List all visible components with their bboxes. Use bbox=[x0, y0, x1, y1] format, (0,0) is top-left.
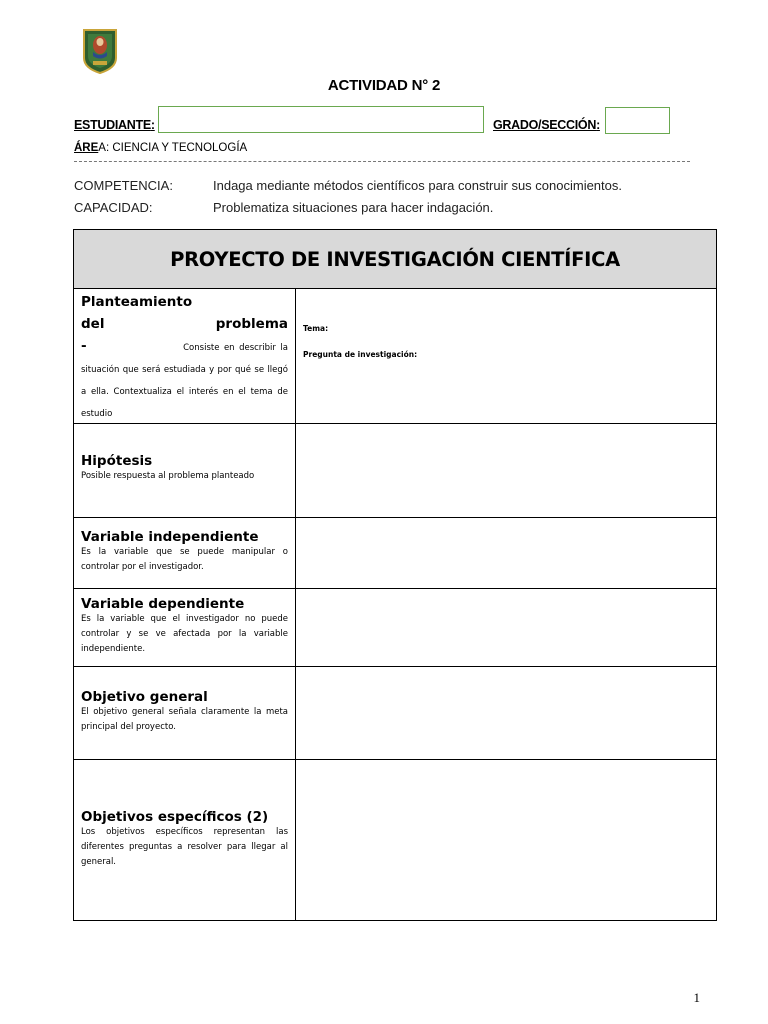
project-title: PROYECTO DE INVESTIGACIÓN CIENTÍFICA bbox=[74, 230, 717, 289]
competencia-label: COMPETENCIA: bbox=[74, 178, 173, 193]
row-heading: Variable dependiente bbox=[81, 596, 245, 612]
row-label-variable-dependiente bbox=[74, 589, 296, 667]
activity-title: ACTIVIDAD N° 2 bbox=[327, 77, 441, 94]
row-heading: Objetivos específicos (2) bbox=[81, 809, 269, 825]
tema-label: Tema: bbox=[303, 324, 329, 333]
row-description: Es la variable que el investigador no puede controlar y se ve afectada por la variable independiente. bbox=[81, 614, 288, 654]
divider bbox=[74, 161, 690, 162]
row-heading: Planteamiento del problema - bbox=[81, 294, 288, 354]
table-row bbox=[74, 518, 717, 589]
area-value: A: CIENCIA Y TECNOLOGÍA bbox=[98, 142, 248, 154]
page-number: 1 bbox=[693, 990, 700, 1005]
school-crest-logo bbox=[82, 28, 118, 74]
table-row bbox=[74, 760, 717, 921]
row-label-variable-independiente bbox=[74, 518, 296, 589]
row-field-objetivo-general[interactable] bbox=[296, 667, 717, 760]
table-row bbox=[74, 589, 717, 667]
row-field-objetivos-especificos[interactable] bbox=[296, 760, 717, 921]
row-description: El objetivo general señala claramente la meta principal del proyecto. bbox=[81, 707, 288, 732]
capacidad-value: Problematiza situaciones para hacer indagación. bbox=[213, 200, 494, 215]
row-field-variable-dependiente[interactable] bbox=[296, 589, 717, 667]
student-label: ESTUDIANTE: bbox=[74, 118, 155, 132]
row-label-objetivo-general bbox=[74, 667, 296, 760]
row-label-hipotesis bbox=[74, 424, 296, 518]
row-description: Es la variable que se puede manipular o controlar por el investigador. bbox=[81, 547, 288, 572]
table-row bbox=[74, 424, 717, 518]
row-description: Posible respuesta al problema planteado bbox=[81, 471, 255, 481]
student-field[interactable] bbox=[158, 106, 484, 133]
competencia-value: Indaga mediante métodos científicos para construir sus conocimientos. bbox=[213, 178, 622, 193]
row-label-problema bbox=[74, 289, 296, 424]
table-row bbox=[74, 289, 717, 424]
row-heading: Variable independiente bbox=[81, 529, 259, 545]
pregunta-label: Pregunta de investigación: bbox=[303, 350, 418, 359]
row-label-objetivos-especificos bbox=[74, 760, 296, 921]
area-line bbox=[74, 142, 247, 154]
row-field-hipotesis[interactable] bbox=[296, 424, 717, 518]
capacidad-label: CAPACIDAD: bbox=[74, 200, 153, 215]
row-field-variable-independiente[interactable] bbox=[296, 518, 717, 589]
row-description: Consiste en describir la situación que será estudiada y por qué se llegó a ella. Contextualiza el interés en el tema de estudio bbox=[81, 343, 288, 419]
grade-field[interactable] bbox=[605, 107, 670, 134]
project-table bbox=[73, 229, 717, 921]
row-field-problema[interactable] bbox=[296, 289, 717, 424]
grade-label: GRADO/SECCIÓN: bbox=[493, 118, 600, 132]
row-heading: Objetivo general bbox=[81, 689, 208, 705]
row-heading: Hipótesis bbox=[81, 453, 153, 469]
row-description: Los objetivos específicos representan las diferentes preguntas a resolver para llegar al general. bbox=[81, 827, 288, 867]
area-prefix: ÁRE bbox=[74, 142, 99, 154]
table-row bbox=[74, 667, 717, 760]
